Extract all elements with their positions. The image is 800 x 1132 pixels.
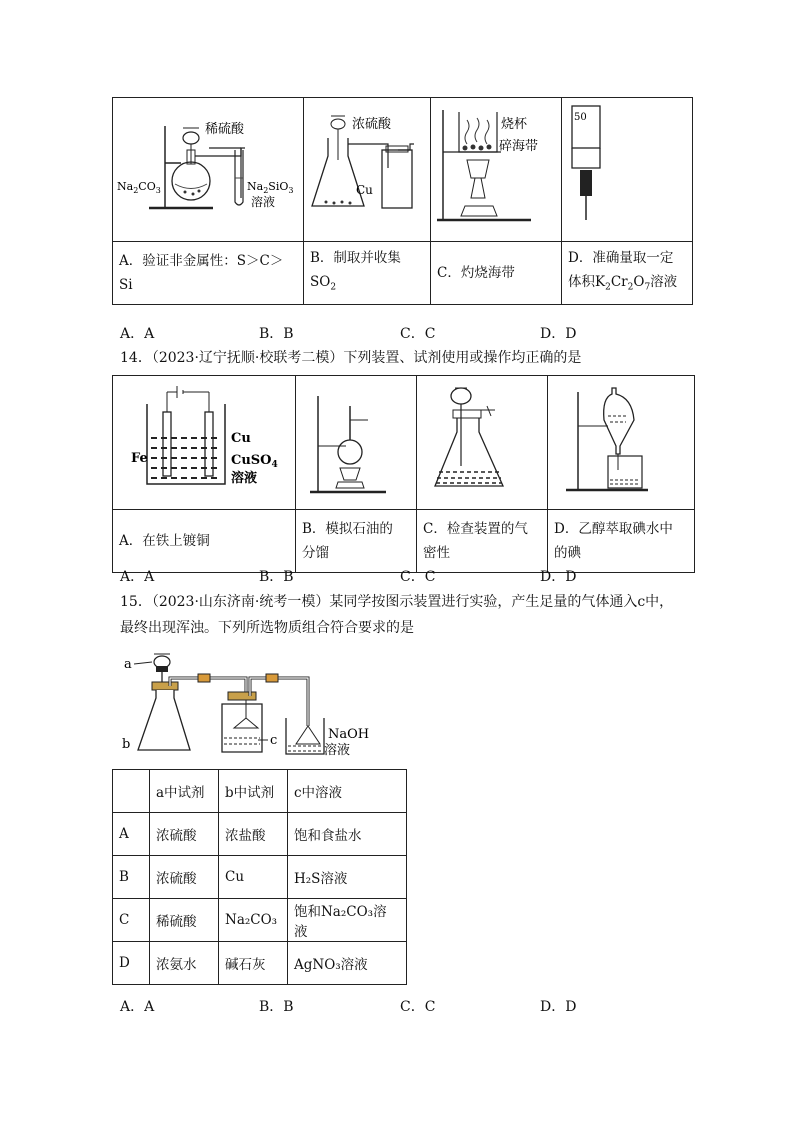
q15-row-b-cell3: H₂S溶液 (288, 856, 407, 899)
q15-option-c[interactable]: C．C (400, 999, 436, 1015)
q13-caption-b: B．制取并收集 $SO_2$ (304, 242, 431, 305)
q14-caption-b-line1: B．模拟石油的 (302, 521, 393, 537)
q14-fig-d-diagram (548, 376, 694, 505)
q15-row-b-cell1: 浓硫酸 (150, 856, 219, 899)
q14-fig-c-cell (417, 376, 548, 510)
q13a-right-label: $Na_2SiO_3$ (247, 180, 294, 195)
q15-row-a-cell3: 饱和食盐水 (288, 813, 407, 856)
q14a-sol2-label: 溶液 (231, 471, 258, 486)
q13-fig-b-cell (304, 98, 431, 242)
q15-header-c: c中溶液 (288, 770, 407, 813)
q13-option-a[interactable]: A．A (120, 326, 155, 342)
q14-caption-d (548, 510, 695, 573)
q14-stem: 14．（2023·辽宁抚顺·校联考二模）下列装置、试剂使用或操作均正确的是 (120, 350, 582, 366)
q15-header-b: b中试剂 (219, 770, 288, 813)
q15-option-b[interactable]: B．B (259, 999, 294, 1015)
q15-label-sol: 溶液 (324, 743, 351, 758)
q13-caption-d-k: 体积K (568, 274, 606, 291)
q15-row-c-key: C (113, 899, 150, 942)
q15-choice-table (112, 769, 407, 985)
q15-row-c-cell1: 稀硫酸 (150, 899, 219, 942)
q13c-beaker-label: 烧杯 (501, 117, 528, 132)
q14-caption-c (417, 510, 548, 573)
table-row (113, 942, 407, 985)
q15-label-naoh: NaOH (328, 727, 370, 742)
q14-fig-a-diagram (113, 376, 295, 505)
q14-option-c[interactable]: C．C (400, 569, 436, 585)
q15-option-a[interactable]: A．A (120, 999, 155, 1015)
q15-label-b: b (122, 737, 131, 752)
q15-row-d-cell3: AgNO₃溶液 (288, 942, 407, 985)
q14-caption-b (296, 510, 417, 573)
table-row (113, 856, 407, 899)
q15-row-a-cell1: 浓硫酸 (150, 813, 219, 856)
q13b-metal-label: Cu (356, 183, 373, 197)
q13-caption-d-o: O (633, 274, 645, 291)
q14-fig-a-cell (113, 376, 296, 510)
q15-row-d-cell2: 碱石灰 (219, 942, 288, 985)
q13-caption-a-line1: A．验证非金属性：S＞C＞ (119, 253, 284, 269)
q13b-acid-label: 浓硫酸 (352, 117, 392, 132)
q15-apparatus-diagram (118, 648, 378, 760)
q15-option-d[interactable]: D．D (540, 999, 577, 1015)
q15-label-a: a (124, 657, 132, 672)
q14a-fe-label: Fe (131, 451, 148, 466)
q14-caption-a (113, 510, 296, 573)
q14-fig-b-cell (296, 376, 417, 510)
q14-caption-b-line2: 分馏 (302, 545, 329, 561)
q15-row-a-key: A (113, 813, 150, 856)
q13-caption-a (113, 242, 304, 305)
table-row (113, 899, 407, 942)
q13-fig-d-diagram (562, 98, 692, 237)
q13-caption-c-line1: C．灼烧海带 (437, 265, 515, 281)
q15-row-b-cell2: Cu (219, 856, 288, 899)
q15-row-a-cell2: 浓盐酸 (219, 813, 288, 856)
q13-option-d[interactable]: D．D (540, 326, 577, 342)
q14a-cu-label: Cu (231, 431, 251, 446)
q13-caption-d-sol: 溶液 (650, 274, 678, 291)
q15-row-c-cell2: Na₂CO₃ (219, 899, 288, 942)
q15-stem-line1: 15．（2023·山东济南·统考一模）某同学按图示装置进行实验，产生足量的气体通入c中， (120, 594, 674, 610)
q14-apparatus-table (112, 375, 695, 573)
q13-caption-b-line2: SO (310, 274, 331, 291)
q13-caption-d: D．准确量取一定 体积$K_2Cr_2O_7$溶液 (562, 242, 693, 305)
q14-option-b[interactable]: B．B (259, 569, 294, 585)
table-row (113, 813, 407, 856)
q15-row-b-key: B (113, 856, 150, 899)
q13-caption-c (431, 242, 562, 305)
q14-caption-d-line2: 的碘 (554, 545, 581, 561)
q13-option-c[interactable]: C．C (400, 326, 436, 342)
q13-apparatus-table (112, 97, 693, 305)
q14-fig-c-diagram (417, 376, 547, 505)
q15-header-blank (113, 770, 150, 813)
q13-fig-d-cell (562, 98, 693, 242)
q14-fig-d-cell (548, 376, 695, 510)
q14a-sol-label: CuSO$_4$ (231, 453, 278, 470)
q13-caption-b-line1: B．制取并收集 (310, 250, 401, 267)
q13c-kelp-label: 碎海带 (499, 139, 539, 154)
q14-fig-b-diagram (296, 376, 416, 505)
q13a-left-label: $Na_2CO_3$ (117, 180, 161, 195)
q13-fig-a-diagram (113, 98, 303, 237)
q13-fig-c-diagram (431, 98, 561, 237)
q15-row-d-key: D (113, 942, 150, 985)
q14-caption-c-line1: C．检查装置的气 (423, 521, 528, 537)
q13-fig-b-diagram (304, 98, 430, 237)
q15-header-a: a中试剂 (150, 770, 219, 813)
q14-caption-a-line1: A．在铁上镀铜 (119, 533, 210, 549)
q13-caption-d-cr: Cr (610, 274, 628, 291)
q14-option-a[interactable]: A．A (120, 569, 155, 585)
q13d-mark-label: 50 (574, 112, 587, 123)
q13-fig-c-cell (431, 98, 562, 242)
q13-caption-a-line2: Si (119, 277, 133, 293)
q15-stem-line2: 最终出现浑浊。下列所选物质组合符合要求的是 (120, 620, 414, 636)
q15-row-c-cell3: 饱和Na₂CO₃溶液 (288, 899, 407, 942)
q14-caption-d-line1: D．乙醇萃取碘水中 (554, 521, 673, 537)
q14-option-d[interactable]: D．D (540, 569, 577, 585)
q15-label-c: c (270, 733, 278, 748)
q13-option-b[interactable]: B．B (259, 326, 294, 342)
q13a-acid-label: 稀硫酸 (205, 122, 245, 137)
q13-fig-a-cell (113, 98, 304, 242)
q14-caption-c-line2: 密性 (423, 545, 450, 561)
q13-caption-d-line1: D．准确量取一定 (568, 250, 674, 267)
q15-row-d-cell1: 浓氨水 (150, 942, 219, 985)
q13a-right-label2: 溶液 (251, 195, 276, 209)
